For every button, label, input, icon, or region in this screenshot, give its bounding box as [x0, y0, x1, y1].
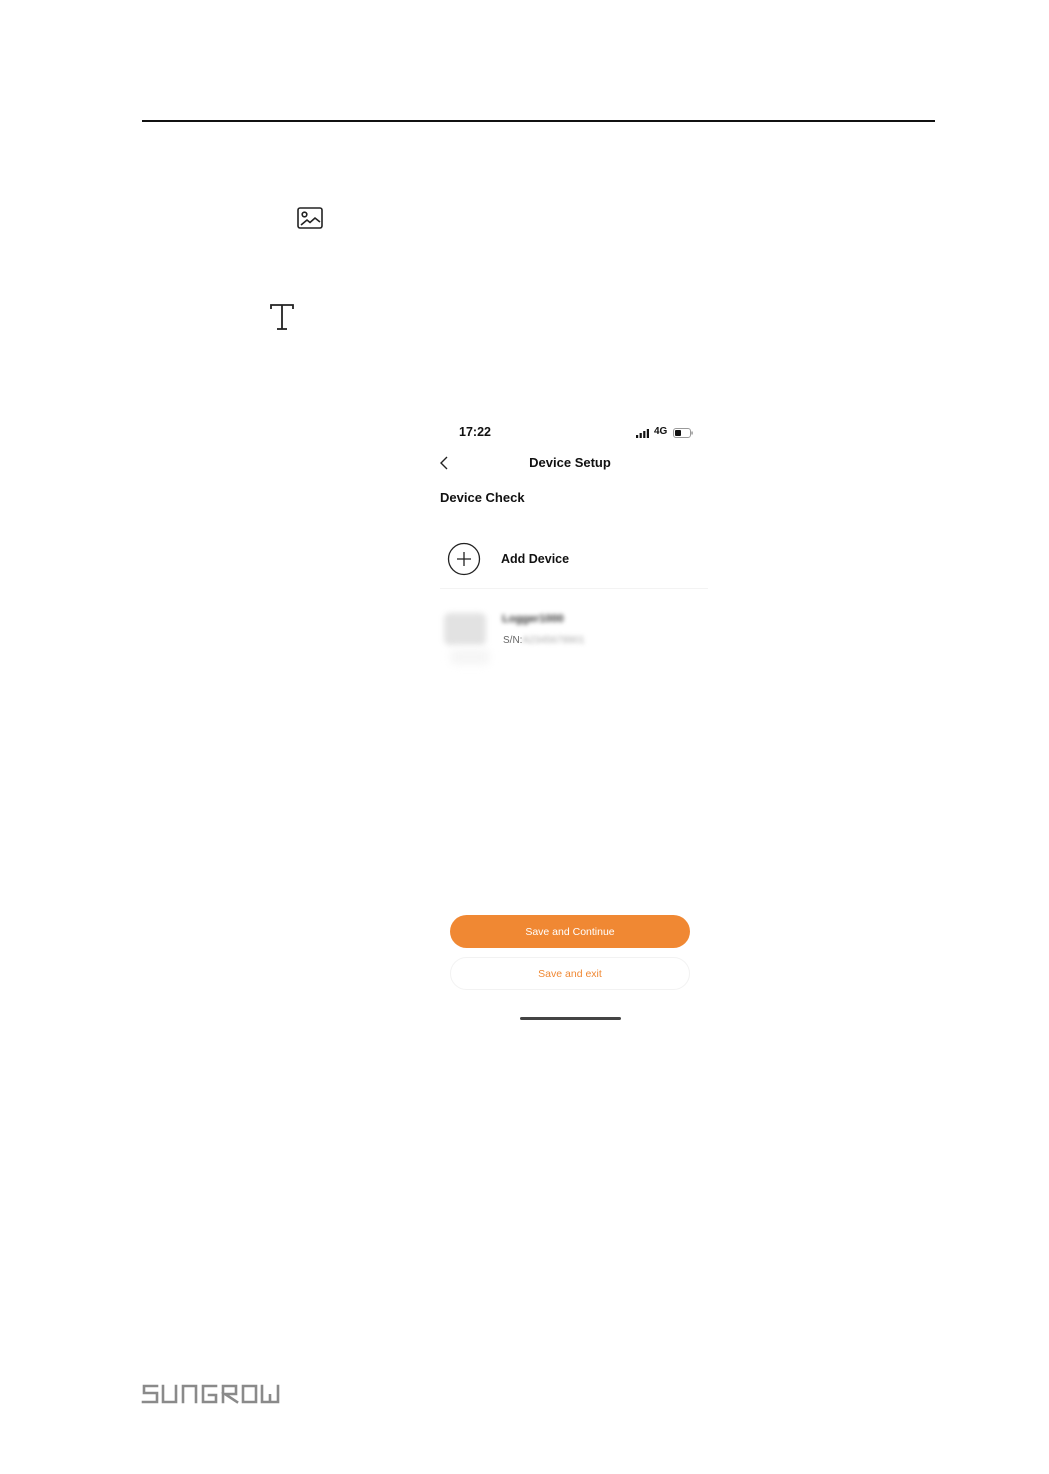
header-rule	[142, 120, 935, 122]
home-indicator	[520, 1017, 621, 1020]
status-bar	[430, 423, 710, 443]
add-device-row[interactable]	[440, 538, 708, 589]
signal-icon	[636, 429, 650, 438]
battery-icon	[673, 428, 693, 438]
device-list-item[interactable]	[440, 605, 708, 665]
device-thumbnail	[444, 613, 486, 645]
device-serial-label: S/N:	[503, 635, 523, 646]
device-name: Logger1000	[502, 613, 564, 625]
section-title: Device Check	[440, 490, 525, 505]
page-title: Device Setup	[529, 455, 611, 470]
status-time: 17:22	[459, 425, 491, 439]
plus-circle-icon[interactable]	[447, 542, 481, 576]
device-serial	[503, 635, 585, 646]
network-label: 4G	[654, 426, 668, 437]
save-and-exit-button[interactable]: Save and exit	[450, 957, 690, 990]
phone-screenshot	[430, 415, 710, 1030]
text-icon	[268, 303, 296, 331]
add-device-label[interactable]: Add Device	[501, 552, 570, 566]
device-thumbnail-shadow	[450, 649, 490, 665]
image-icon	[297, 207, 323, 231]
sungrow-logo	[141, 1383, 293, 1405]
nav-bar	[430, 451, 710, 475]
save-and-continue-button[interactable]: Save and Continue	[450, 915, 690, 948]
device-serial-value: A2345678901	[522, 635, 585, 646]
